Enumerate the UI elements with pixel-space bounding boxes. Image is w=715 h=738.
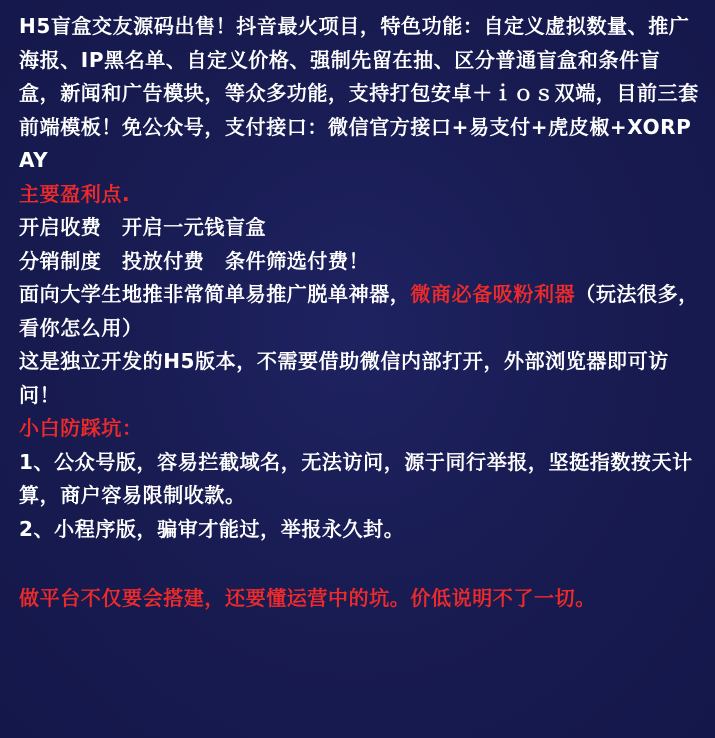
audience-note: （玩法很多，看你怎么用） (19, 282, 699, 340)
pitfall-item-1: 1、公众号版，容易拦截域名，无法访问，源于同行举报，坚挺指数按天计算，商户容易限制收款。 (19, 449, 693, 507)
profit-line-2: 分销制度 投放付费 条件筛选付费！ (19, 248, 370, 273)
pitfall-item-2: 2、小程序版，骗审才能过，举报永久封。 (19, 516, 405, 541)
closing-line: 做平台不仅要会搭建，还要懂运营中的坑。价低说明不了一切。 (19, 586, 596, 610)
intro-paragraph: H5盲盒交友源码出售！抖音最火项目，特色功能：自定义虚拟数量、推广海报、IP黑名单、自定义价格、强制先留在抽、区分普通盲盒和条件盲盒，新闻和广告模块，等众多功能，支持打包安卓＋ｉｏｓ双端，目前三套前端模板！免公众号，支付接口：微信官方接口+易支付+虎皮椒+XORPAY (19, 14, 699, 172)
profit-line-1: 开启收费 开启一元钱盲盒 (19, 215, 267, 239)
independent-paragraph: 这是独立开发的H5版本，不需要借助微信内部打开，外部浏览器即可访问！ (19, 349, 669, 407)
audience-paragraph (19, 278, 701, 345)
profit-heading: 主要盈利点. (19, 181, 131, 206)
spacer (19, 546, 701, 582)
audience-highlight: 微商必备吸粉利器 (410, 282, 576, 306)
pitfall-heading: 小白防踩坑： (19, 416, 143, 440)
audience-text: 面向大学生地推非常简单易推广脱单神器， (19, 282, 411, 306)
